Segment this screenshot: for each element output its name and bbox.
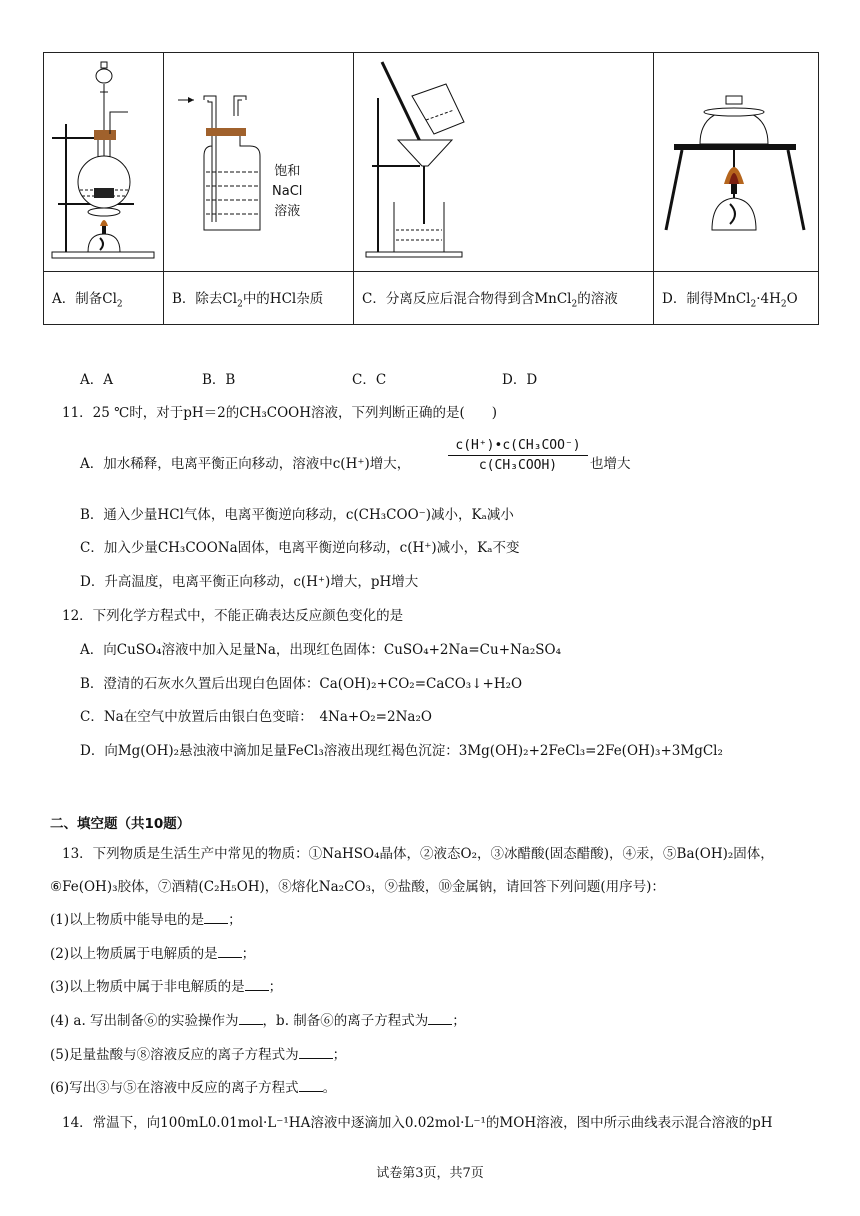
apparatus-b-cell	[164, 53, 354, 272]
fraction-denominator: c(CH₃COOH)	[478, 458, 558, 473]
caption-c: C．分离反应后混合物得到含MnCl$_2$的溶液	[354, 272, 654, 325]
q13-part-3: (3)以上物质中属于非电解质的是 ；	[50, 979, 283, 995]
page-footer: 试卷第3页，共7页	[376, 1166, 484, 1181]
answer-blank[interactable]	[299, 1046, 333, 1059]
bottle-label	[272, 162, 302, 222]
caption-b: B．除去$Cl_2$中的HCl杂质	[164, 272, 354, 325]
section-heading: 二、填空题（共10题）	[50, 816, 191, 832]
answer-blank[interactable]	[204, 911, 228, 924]
q10-option-d: D．D	[502, 372, 538, 388]
q13-part-1: (1)以上物质中能导电的是 ；	[50, 912, 242, 928]
q10-option-c: C．C	[352, 372, 387, 388]
q13-part-6: (6)写出③与⑤在溶液中反应的离子方程式 。	[50, 1080, 337, 1096]
caption-d: D．制得$MnCl_2\cdot 4H_2O$	[654, 272, 819, 325]
apparatus-c-cell	[354, 53, 654, 272]
q13-stem-line2: ⑥Fe(OH)₃胶体，⑦酒精(C₂H₅OH)，⑧熔化Na₂CO₃，⑨盐酸，⑩金属钠，请回答下列问题(用序号)：	[50, 879, 665, 895]
q12-option-d: D．向Mg(OH)₂悬浊液中滴加足量FeCl₃溶液出现红褐色沉淀：3Mg(OH)₂+2FeCl₃=2Fe(OH)₃+3MgCl₂	[80, 743, 723, 759]
q13-part-5: (5)足量盐酸与⑧溶液反应的离子方程式为 ；	[50, 1047, 347, 1063]
answer-blank[interactable]	[218, 945, 242, 958]
q10-option-b: B．B	[202, 372, 236, 388]
q12-option-b: B．澄清的石灰水久置后出现白色固体：Ca(OH)₂+CO₂=CaCO₃↓+H₂O	[80, 676, 523, 692]
caption-a: A．制备$Cl_2$	[44, 272, 164, 325]
evaporation-setup-image	[654, 54, 817, 270]
q11-option-d: D．升高温度，电离平衡正向移动，c(H⁺)增大，pH增大	[80, 574, 419, 590]
q14-stem: 14．常温下，向100mL0.01mol·L⁻¹HA溶液中逐滴加入0.02mol·L⁻¹的MOH溶液，图中所示曲线表示混合溶液的pH	[62, 1115, 773, 1131]
q11-option-c: C．加入少量CH₃COONa固体，电离平衡逆向移动，c(H⁺)减小，Kₐ不变	[80, 540, 520, 556]
q11-stem: 11．25 ℃时，对于pH＝2的CH₃COOH溶液，下列判断正确的是( )	[62, 405, 498, 421]
q13-part-4: (4) a. 写出制备⑥的实验操作为 ，b. 制备⑥的离子方程式为 ；	[50, 1013, 466, 1029]
q13-stem-line1: 13．下列物质是生活生产中常见的物质：①NaHSO₄晶体，②液态O₂，③冰醋酸(固态醋酸)，④汞，⑤Ba(OH)₂固体，	[62, 846, 774, 862]
q10-option-a: A．A	[80, 372, 113, 388]
answer-blank[interactable]	[245, 978, 269, 991]
bottle-label-line: 溶液	[274, 204, 301, 219]
filtration-setup-image	[354, 54, 652, 270]
q11-option-b: B．通入少量HCl气体，电离平衡逆向移动，c(CH₃COO⁻)减小，Kₐ减小	[80, 507, 514, 523]
q11-fraction	[448, 438, 588, 473]
answer-blank[interactable]	[299, 1079, 323, 1092]
fraction-numerator: c(H⁺)•c(CH₃COO⁻)	[455, 438, 581, 453]
gas-washing-bottle-image	[164, 54, 352, 270]
answer-blank[interactable]	[428, 1012, 452, 1025]
bottle-label-line: NaCl	[272, 184, 303, 199]
q12-option-a: A．向CuSO₄溶液中加入足量Na，出现红色固体：CuSO₄+2Na=Cu+Na₂SO₄	[80, 642, 562, 658]
answer-blank[interactable]	[239, 1012, 263, 1025]
chlorine-generator-image	[44, 54, 162, 270]
apparatus-table	[43, 52, 819, 325]
q11-option-a: A．加水稀释，电离平衡正向移动，溶液中c(H⁺)增大，	[80, 456, 411, 472]
q12-stem: 12．下列化学方程式中，不能正确表达反应颜色变化的是	[62, 608, 404, 624]
apparatus-d-cell	[654, 53, 819, 272]
q11-option-a-tail: 也增大	[590, 456, 631, 472]
bottle-label-line: 饱和	[274, 164, 301, 179]
q12-option-c: C．Na在空气中放置后由银白色变暗： 4Na+O₂=2Na₂O	[80, 709, 432, 725]
apparatus-a-cell	[44, 53, 164, 272]
q13-part-2: (2)以上物质属于电解质的是 ；	[50, 946, 256, 962]
